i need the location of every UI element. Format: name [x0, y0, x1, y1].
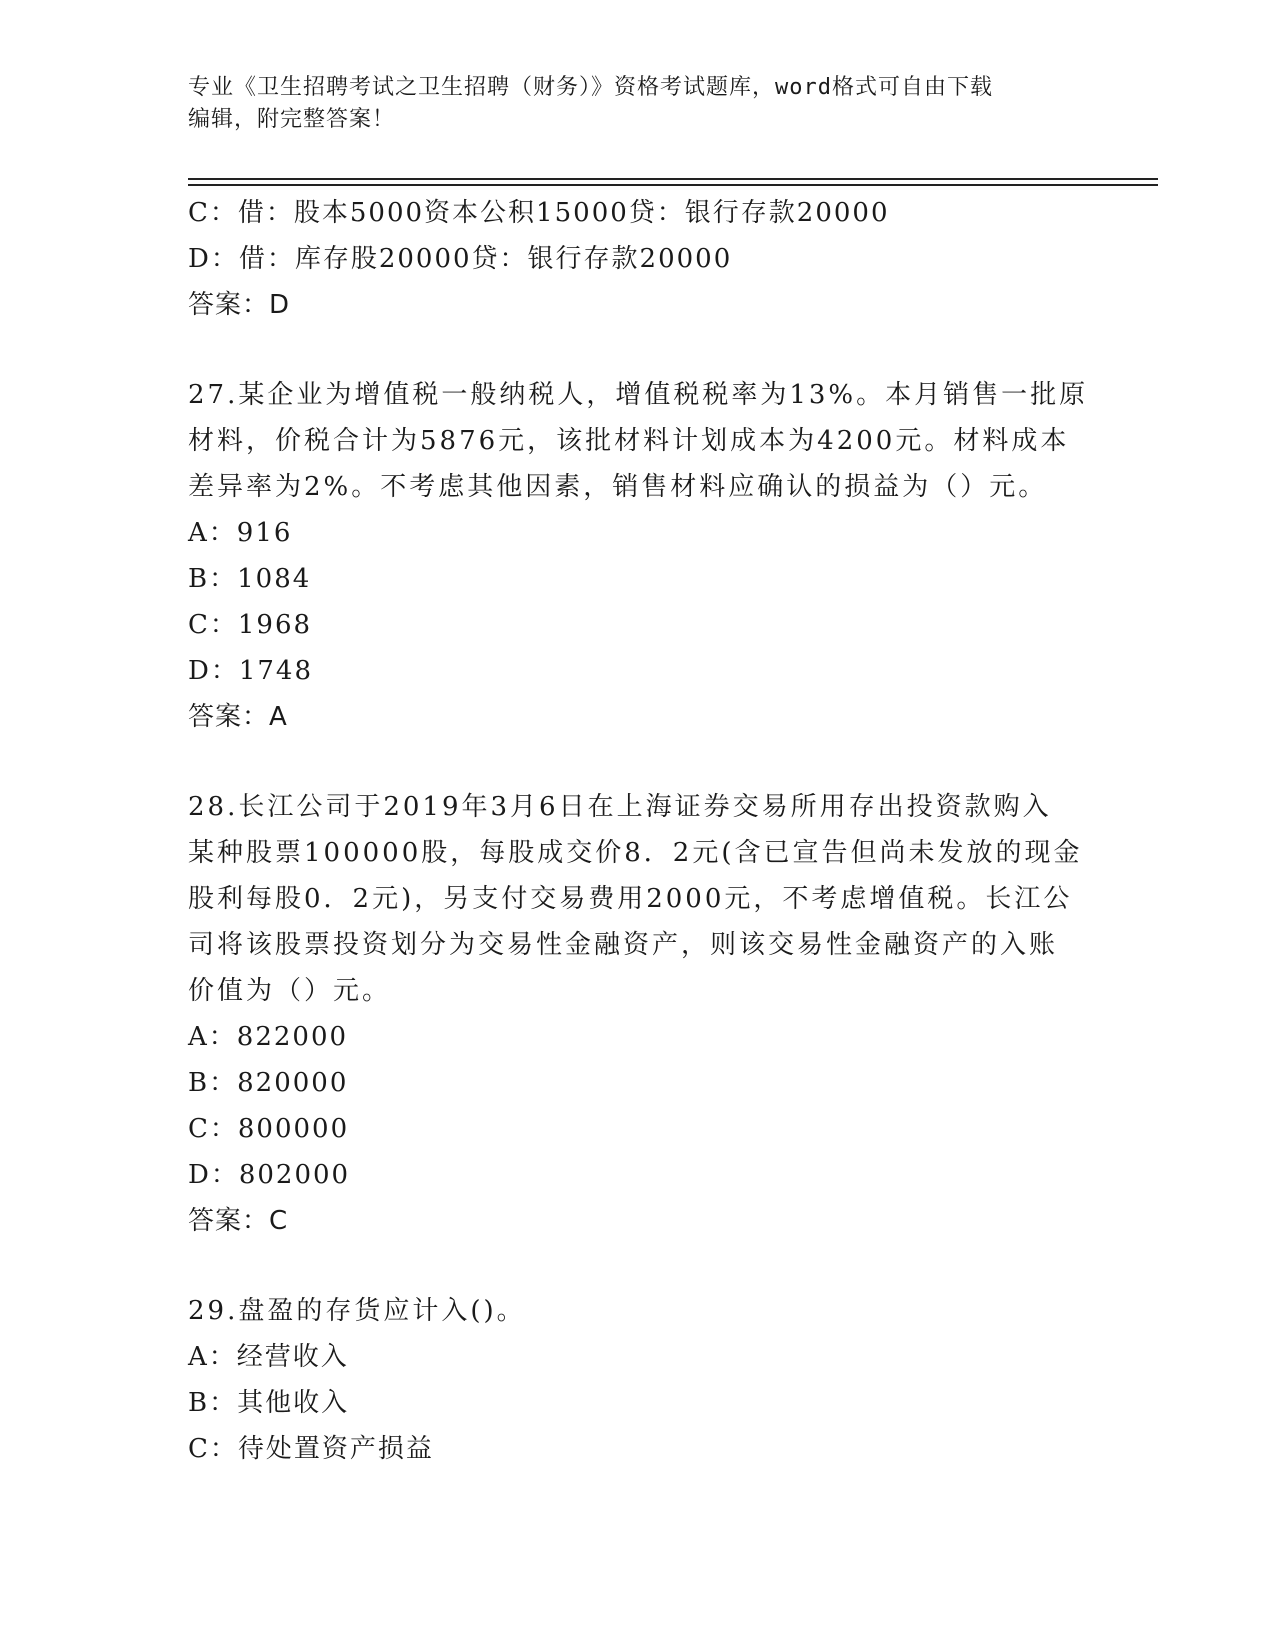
question-stem-line: 股利每股0．2元)，另支付交易费用2000元，不考虑增值税。长江公 — [188, 884, 1073, 914]
question-stem-line: 司将该股票投资划分为交易性金融资产，则该交易性金融资产的入账 — [188, 930, 1059, 960]
header-divider — [188, 178, 1158, 180]
option: A：916 — [188, 518, 293, 548]
option: C：待处置资产损益 — [188, 1434, 434, 1464]
header-line: 编辑，附完整答案！ — [188, 107, 396, 132]
option: C：800000 — [188, 1114, 350, 1144]
answer: 答案：D — [188, 290, 291, 320]
question-stem-line: 价值为（）元。 — [188, 976, 392, 1006]
header-line: 专业《卫生招聘考试之卫生招聘（财务）》资格考试题库，word格式可自由下载 — [188, 75, 993, 100]
option: B：820000 — [188, 1068, 349, 1098]
question-27 — [188, 372, 1088, 740]
prev-question-tail — [188, 190, 1088, 328]
option: D：1748 — [188, 656, 314, 686]
question-stem-line: 27.某企业为增值税一般纳税人，增值税税率为13%。本月销售一批原 — [188, 380, 1089, 410]
question-content — [188, 190, 1088, 1472]
question-stem-line: 某种股票100000股，每股成交价8．2元(含已宣告但尚未发放的现金 — [188, 838, 1083, 868]
question-stem-line: 差异率为2%。不考虑其他因素，销售材料应确认的损益为（）元。 — [188, 472, 1048, 502]
answer: 答案：C — [188, 1206, 289, 1236]
option: D：借：库存股20000贷：银行存款20000 — [188, 244, 733, 274]
question-stem-line: 28.长江公司于2019年3月6日在上海证券交易所用存出投资款购入 — [188, 792, 1052, 822]
question-28 — [188, 784, 1088, 1244]
header-divider — [188, 184, 1158, 186]
option: B：1084 — [188, 564, 312, 594]
option: A：822000 — [188, 1022, 349, 1052]
document-header — [188, 72, 1088, 136]
question-29 — [188, 1288, 1088, 1472]
option: C：1968 — [188, 610, 313, 640]
question-stem-line: 29.盘盈的存货应计入()。 — [188, 1296, 526, 1326]
option: B：其他收入 — [188, 1388, 350, 1418]
answer: 答案：A — [188, 702, 288, 732]
option: C：借：股本5000资本公积15000贷：银行存款20000 — [188, 198, 890, 228]
question-stem-line: 材料，价税合计为5876元，该批材料计划成本为4200元。材料成本 — [188, 426, 1070, 456]
option: D：802000 — [188, 1160, 351, 1190]
option: A：经营收入 — [188, 1342, 349, 1372]
